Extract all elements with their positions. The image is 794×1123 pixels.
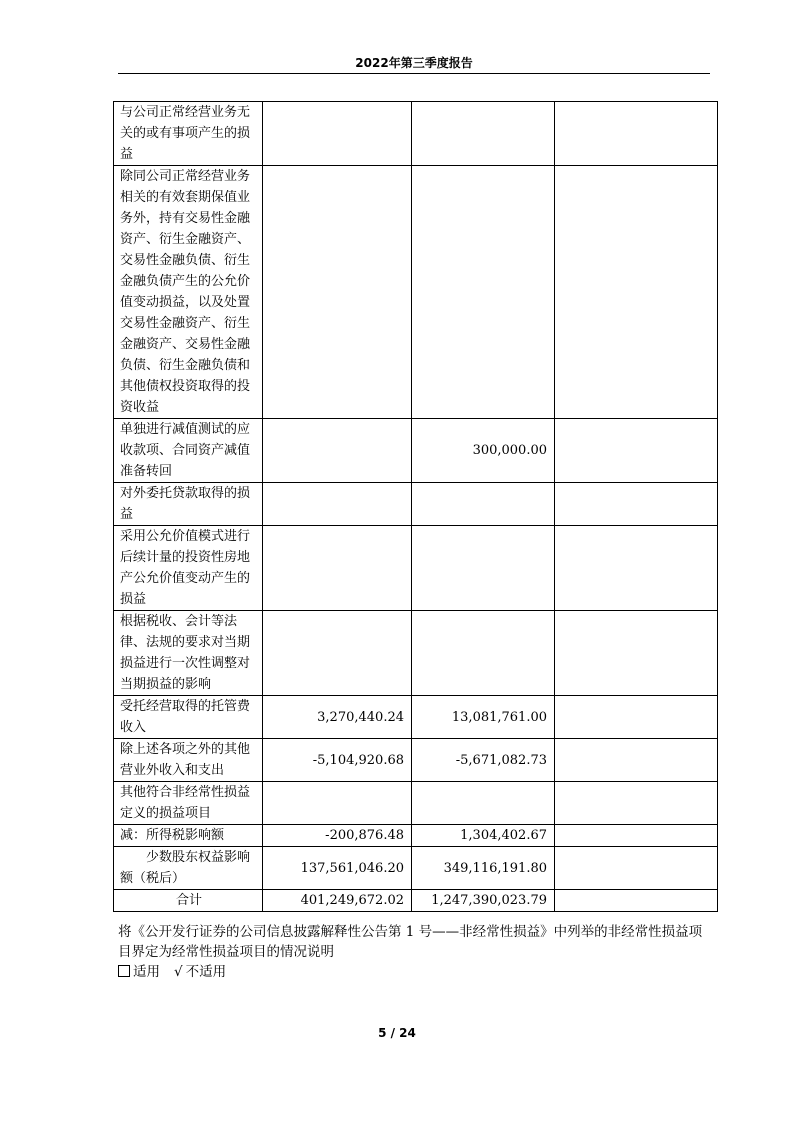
current-period-value: 137,561,046.20 bbox=[263, 847, 412, 890]
total-label: 合计 bbox=[114, 890, 263, 912]
row-label: 少数股东权益影响额（税后） bbox=[114, 847, 263, 890]
remark-cell bbox=[555, 739, 718, 782]
page-number: 5 / 24 bbox=[378, 1026, 416, 1040]
current-period-value: -5,104,920.68 bbox=[263, 739, 412, 782]
year-to-date-value: 300,000.00 bbox=[412, 419, 555, 483]
year-to-date-value bbox=[412, 611, 555, 696]
table-row bbox=[114, 483, 718, 526]
year-to-date-value: 349,116,191.80 bbox=[412, 847, 555, 890]
remark-cell bbox=[555, 419, 718, 483]
year-to-date-value: 1,304,402.67 bbox=[412, 825, 555, 847]
header-divider bbox=[118, 73, 710, 74]
year-to-date-value: 13,081,761.00 bbox=[412, 696, 555, 739]
remark-cell bbox=[555, 526, 718, 611]
year-to-date-value bbox=[412, 166, 555, 419]
row-label: 采用公允价值模式进行后续计量的投资性房地产公允价值变动产生的损益 bbox=[114, 526, 263, 611]
table-row bbox=[114, 847, 718, 890]
page-header-title: 2022年第三季度报告 bbox=[355, 56, 473, 70]
current-period-value bbox=[263, 611, 412, 696]
row-label: 单独进行减值测试的应收款项、合同资产减值准备转回 bbox=[114, 419, 263, 483]
remark-cell bbox=[555, 166, 718, 419]
remark-cell bbox=[555, 696, 718, 739]
table-row bbox=[114, 419, 718, 483]
current-period-value bbox=[263, 483, 412, 526]
row-label: 除上述各项之外的其他营业外收入和支出 bbox=[114, 739, 263, 782]
unchecked-box-icon bbox=[118, 965, 130, 977]
year-to-date-value: -5,671,082.73 bbox=[412, 739, 555, 782]
row-label: 根据税收、会计等法律、法规的要求对当期损益进行一次性调整对当期损益的影响 bbox=[114, 611, 263, 696]
option-not-applicable-label: 不适用 bbox=[185, 964, 227, 980]
year-to-date-value bbox=[412, 782, 555, 825]
row-label: 与公司正常经营业务无关的或有事项产生的损益 bbox=[114, 102, 263, 166]
current-period-value bbox=[263, 419, 412, 483]
table-row bbox=[114, 739, 718, 782]
table-row-total bbox=[114, 890, 718, 912]
table-row bbox=[114, 782, 718, 825]
row-label: 其他符合非经常性损益定义的损益项目 bbox=[114, 782, 263, 825]
remark-cell bbox=[555, 611, 718, 696]
applicability-options bbox=[118, 962, 226, 982]
remark-cell bbox=[555, 825, 718, 847]
table-row bbox=[114, 526, 718, 611]
remark-cell bbox=[555, 102, 718, 166]
current-period-value: -200,876.48 bbox=[263, 825, 412, 847]
table-row bbox=[114, 611, 718, 696]
year-to-date-total: 1,247,390,023.79 bbox=[412, 890, 555, 912]
remark-cell bbox=[555, 483, 718, 526]
year-to-date-value bbox=[412, 483, 555, 526]
remark-cell bbox=[555, 890, 718, 912]
current-period-total: 401,249,672.02 bbox=[263, 890, 412, 912]
remark-cell bbox=[555, 847, 718, 890]
row-label: 受托经营取得的托管费收入 bbox=[114, 696, 263, 739]
current-period-value bbox=[263, 102, 412, 166]
row-label: 对外委托贷款取得的损益 bbox=[114, 483, 263, 526]
option-applicable-label: 适用 bbox=[133, 964, 160, 980]
current-period-value: 3,270,440.24 bbox=[263, 696, 412, 739]
table-row bbox=[114, 825, 718, 847]
current-period-value bbox=[263, 526, 412, 611]
table-row bbox=[114, 102, 718, 166]
table-row bbox=[114, 166, 718, 419]
year-to-date-value bbox=[412, 102, 555, 166]
table-row bbox=[114, 696, 718, 739]
explanation-note: 将《公开发行证券的公司信息披露解释性公告第 1 号——非经常性损益》中列举的非经常性损益项目界定为经常性损益项目的情况说明 bbox=[118, 924, 703, 960]
current-period-value bbox=[263, 166, 412, 419]
non-recurring-gains-table bbox=[113, 101, 718, 912]
check-mark-icon: √ bbox=[174, 964, 183, 980]
remark-cell bbox=[555, 782, 718, 825]
current-period-value bbox=[263, 782, 412, 825]
row-label: 减：所得税影响额 bbox=[114, 825, 263, 847]
row-label: 除同公司正常经营业务相关的有效套期保值业务外，持有交易性金融资产、衍生金融资产、交易性金融负债、衍生金融负债产生的公允价值变动损益，以及处置交易性金融资产、衍生金融资产、交易性金融负债、衍生金融负债和其他债权投资取得的投资收益 bbox=[114, 166, 263, 419]
year-to-date-value bbox=[412, 526, 555, 611]
